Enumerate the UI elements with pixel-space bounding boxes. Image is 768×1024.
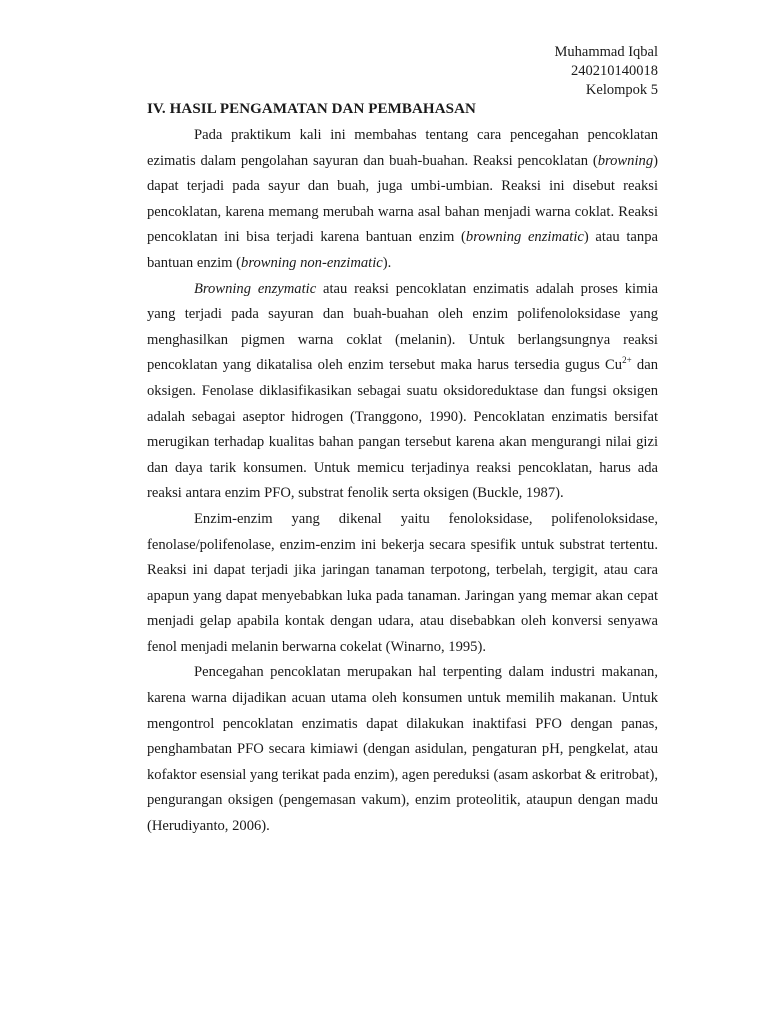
body-text bbox=[147, 123, 658, 840]
author-name: Muhammad Iqbal bbox=[554, 44, 658, 60]
paragraph-1: Pada praktikum kali ini membahas tentang cara pencegahan pencoklatan ezimatis dalam pengolahan sayuran dan buah-buahan. Reaksi pencoklatan (browning) dapat terjadi pada sayur dan buah, juga umbi-umbian. Reaksi ini disebut reaksi pencoklatan, karena memang merubah warna asal bahan menjadi warna coklat. Reaksi pencoklatan ini bisa terjadi karena bantuan enzim (browning enzimatic) atau tanpa bantuan enzim (browning non-enzimatic). bbox=[147, 127, 658, 271]
group-label: Kelompok 5 bbox=[585, 82, 658, 98]
paragraph-3: Enzim-enzim yang dikenal yaitu fenoloksidase, polifenoloksidase, fenolase/polifenolase, enzim-enzim ini bekerja secara spesifik untuk substrat tertentu. Reaksi ini dapat terjadi jika jaringan tanaman terpotong, terbelah, tergigit, atau cara apapun yang dapat menyebabkan luka pada tanaman. Jaringan yang memar akan cepat menjadi gelap apabila kontak dengan udara, atau disebabkan oleh konversi senyawa fenol menjadi melanin berwarna cokelat (Winarno, 1995). bbox=[147, 510, 658, 655]
section-title: IV. HASIL PENGAMATAN DAN PEMBAHASAN bbox=[147, 101, 476, 117]
student-id: 240210140018 bbox=[571, 63, 658, 79]
author-header bbox=[555, 43, 659, 100]
paragraph-2: Browning enzymatic atau reaksi pencoklatan enzimatis adalah proses kimia yang terjadi pada sayuran dan buah-buahan oleh enzim polifenoloksidase yang menghasilkan pigmen warna coklat (melanin). Untuk berlangsungnya reaksi pencoklatan yang dikatalisa oleh enzim tersebut maka harus tersedia gugus $Cu^{2+}$ dan oksigen. Fenolase diklasifikasikan sebagai suatu oksidoreduktase dan fungsi oksigen adalah sebagai aseptor hidrogen (Tranggono, 1990). Pencoklatan enzimatis bersifat merugikan terhadap kualitas bahan pangan tersebut karena akan mengurangi nilai gizi dan daya tarik konsumen. Untuk memicu terjadinya reaksi pencoklatan, harus ada reaksi antara enzim PFO, substrat fenolik serta oksigen (Buckle, 1987). bbox=[147, 280, 658, 502]
paragraph-4: Pencegahan pencoklatan merupakan hal terpenting dalam industri makanan, karena warna dijadikan acuan utama oleh konsumen untuk memilih makanan. Untuk mengontrol pencoklatan enzimatis dapat dilakukan inaktifasi PFO dengan panas, penghambatan PFO secara kimiawi (dengan asidulan, pengaturan pH, pengkelat, atau kofaktor esensial yang terikat pada enzim), agen pereduksi (asam askorbat & eritrobat), pengurangan oksigen (pengemasan vakum), enzim proteolitik, ataupun dengan madu (Herudiyanto, 2006). bbox=[147, 664, 658, 835]
